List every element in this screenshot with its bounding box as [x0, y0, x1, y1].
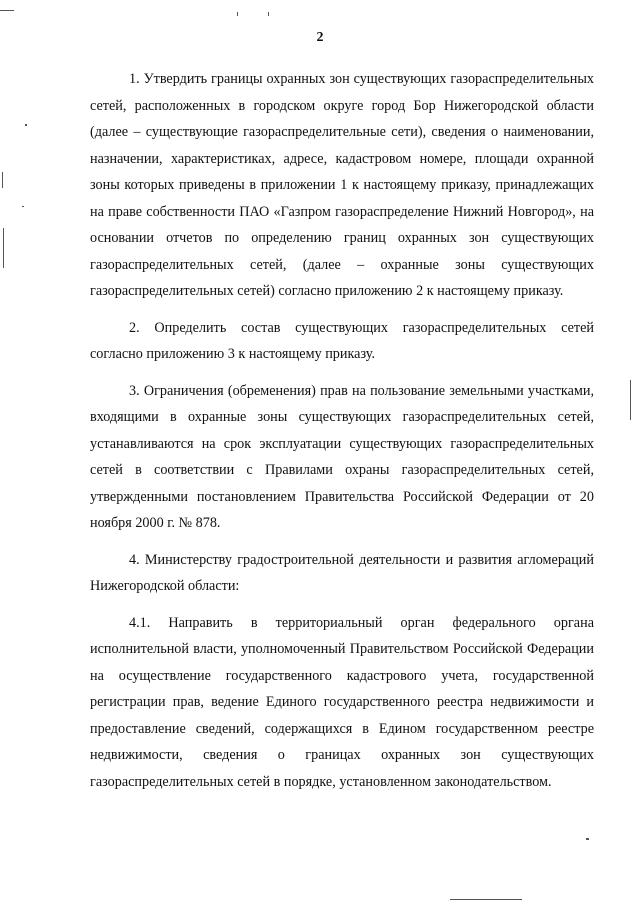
scan-mark-bottom-dot [586, 838, 589, 840]
paragraph-1: 1. Утвердить границы охранных зон существующих газораспределительных сетей, расположенных в городском округе город Бор Нижегородской области (далее – существующие газораспределительные сети), сведения о наименовании, назначении, характеристиках, адресе, кадастровом номере, площади охранной зоны которых приведены в приложении 1 к настоящему приказу, принадлежащих на праве собственности ПАО «Газпром газораспределение Нижний Новгород», на основании отчетов по определению границ охранных зон существующих газораспределительных сетей, (далее – охранные зоны существующих газораспределительных сетей) согласно приложению 2 к настоящему приказу. [90, 71, 594, 299]
document-body [90, 66, 594, 795]
scan-mark-left-2 [3, 228, 4, 268]
scan-mark-top-left [0, 10, 14, 11]
scan-mark-left-dot-2 [22, 206, 24, 207]
scan-mark-left-1 [2, 172, 3, 188]
paragraph-4: 4. Министерству градостроительной деятельности и развития агломераций Нижегородской области: [90, 551, 594, 594]
scan-mark-bottom-line [450, 899, 522, 900]
scan-mark-right-1 [630, 380, 631, 420]
scan-mark-top-dot-2 [268, 12, 269, 16]
paragraph-4-1: 4.1. Направить в территориальный орган федерального органа исполнительной власти, уполномоченный Правительством Российской Федерации на осуществление государственного кадастрового учета, государственной регистрации прав, ведение Единого государственного реестра недвижимости и предоставление сведений, содержащихся в Едином государственном реестре недвижимости, сведения о границах охранных зон существующих газораспределительных сетей в порядке, установленном законодательством. [90, 614, 594, 790]
scan-mark-left-dot-1 [25, 124, 27, 126]
page-number: 2 [316, 30, 324, 45]
paragraph-2: 2. Определить состав существующих газораспределительных сетей согласно приложению 3 к настоящему приказу. [90, 319, 594, 362]
scan-mark-top-dot [237, 12, 238, 16]
paragraph-3: 3. Ограничения (обременения) прав на пользование земельными участками, входящими в охранные зоны существующих газораспределительных сетей, устанавливаются на срок эксплуатации существующих газораспределительных сетей в соответствии с Правилами охраны газораспределительных сетей, утвержденными постановлением Правительства Российской Федерации от 20 ноября 2000 г. № 878. [90, 382, 594, 531]
